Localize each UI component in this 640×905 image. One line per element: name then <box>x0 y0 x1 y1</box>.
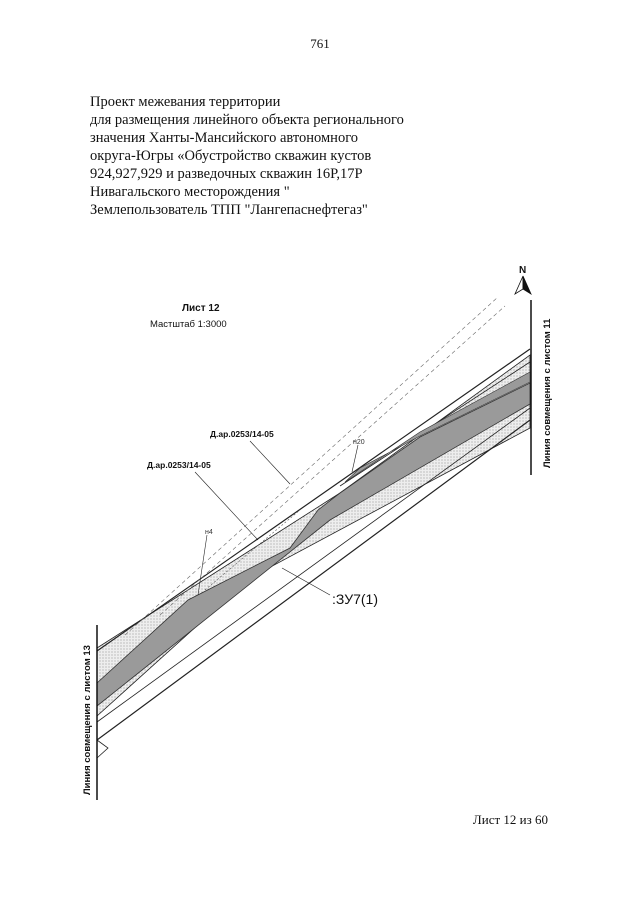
left-match-line-label: Линия совмещения с листом 13 <box>82 645 93 795</box>
leader-line-parcel <box>282 568 330 595</box>
page-number: 761 <box>310 36 330 51</box>
sheet-counter: Лист 12 из 60 <box>472 812 548 827</box>
header-line: Землепользователь ТПП "Лангепаснефтегаз" <box>90 202 368 218</box>
leader-line-n20 <box>352 445 358 472</box>
parcel-label: :ЗУ7(1) <box>332 591 378 607</box>
header-line: значения Ханты-Мансийского автономного <box>90 130 359 146</box>
sheet-title: Лист 12 <box>182 303 220 314</box>
header-line: для размещения линейного объекта регионального <box>90 112 404 128</box>
right-match-line-label: Линия совмещения с листом 11 <box>542 318 553 468</box>
north-arrow-icon <box>515 276 531 294</box>
scale-label: Мастштаб 1:3000 <box>150 319 227 330</box>
header-line: Нивагальского месторождения " <box>90 184 290 200</box>
point-label-n20: н20 <box>353 439 365 446</box>
boundary-line-inner <box>97 408 530 722</box>
header-line: округа-Югры «Обустройство скважин кустов <box>90 148 372 164</box>
point-label-n4: н4 <box>205 529 213 536</box>
boundary-line-upper <box>97 349 530 651</box>
lease-label-upper: Д.ар.0253/14-05 <box>210 429 274 439</box>
header-line: 924,927,929 и разведочных скважин 16Р,17Р <box>90 166 363 182</box>
left-stub <box>97 740 108 758</box>
lease-label-lower: Д.ар.0253/14-05 <box>147 460 211 470</box>
header-line: Проект межевания территории <box>90 94 281 110</box>
leader-line-upper <box>250 441 290 484</box>
north-label: N <box>519 265 527 276</box>
